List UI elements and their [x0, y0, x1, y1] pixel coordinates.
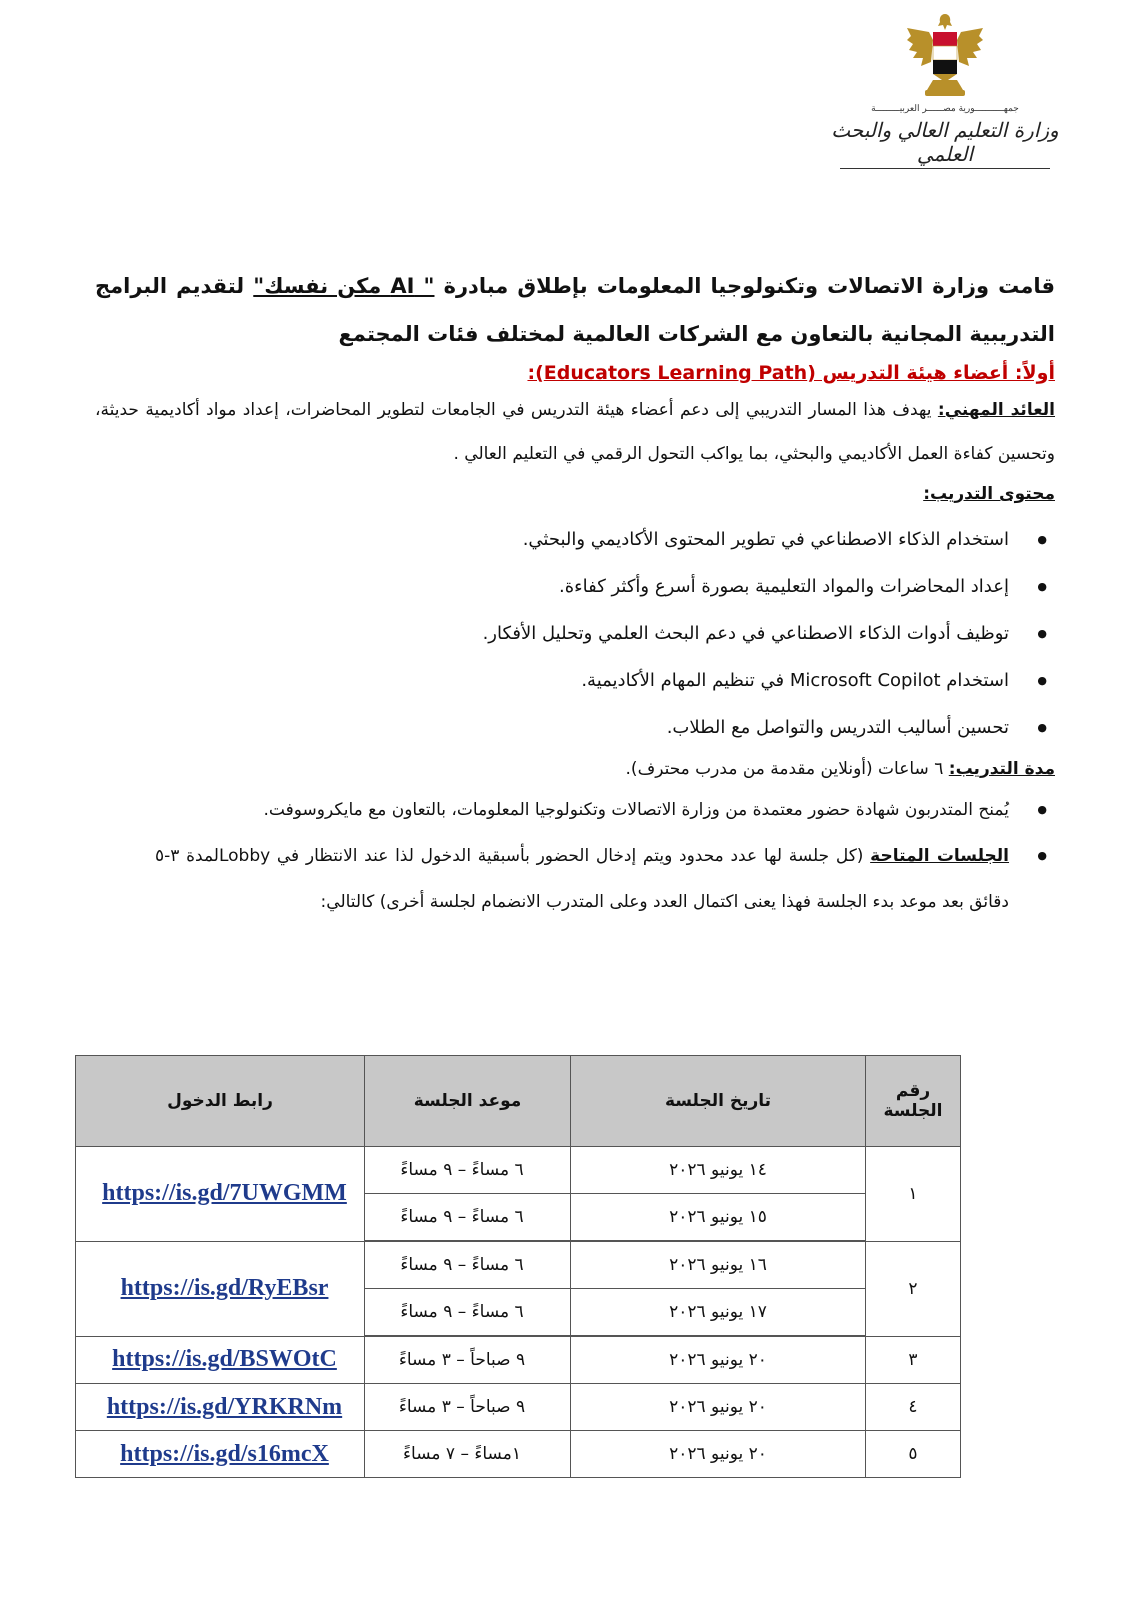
join-link[interactable]: https://is.gd/RyEBsr	[120, 1275, 329, 1301]
benefit-paragraph	[95, 388, 1055, 476]
session-date: ١٤ يونيو ٢٠٢٦	[571, 1147, 866, 1194]
table-row	[76, 1336, 961, 1384]
join-link-cell	[76, 1336, 365, 1384]
session-date: ٢٠ يونيو ٢٠٢٦	[571, 1336, 866, 1384]
session-number: ٤	[866, 1384, 961, 1431]
headline-part2: لتقديم البرامج	[95, 274, 245, 298]
benefit-label: العائد المهني:	[937, 400, 1056, 420]
table-row	[76, 1431, 961, 1478]
list-item: ● إعداد المحاضرات والمواد التعليمية بصورة أسرع وأكثر كفاءة.	[95, 563, 1009, 610]
duration-label: مدة التدريب:	[948, 759, 1055, 779]
session-date: ١٦ يونيو ٢٠٢٦	[571, 1241, 866, 1289]
session-time: ٦ مساءً – ٩ مساءً	[365, 1194, 571, 1242]
certificate-item: ● يُمنح المتدربون شهادة حضور معتمدة من وزارة الاتصالات وتكنولوجيا المعلومات، بالتعاون مع مايكروسوفت.	[155, 787, 1009, 833]
initiative-name: " AI مكن نفسك"	[253, 274, 435, 298]
list-item: ● تحسين أساليب التدريس والتواصل مع الطلاب.	[95, 704, 1009, 751]
join-link[interactable]: https://is.gd/s16mcX	[120, 1440, 329, 1467]
join-link[interactable]: https://is.gd/7UWGMM	[102, 1180, 347, 1207]
benefit-text: يهدف هذا المسار التدريبي إلى دعم أعضاء هيئة التدريس في الجامعات لتطوير المحاضرات، إعداد مواد أكاديمية حديثة، وتحسين كفاءة العمل الأكاديمي والبحثي، بما يواكب التحول الرقمي في التعليم العالي .	[95, 400, 1055, 464]
document-body	[95, 262, 1055, 925]
header-session-date: تاريخ الجلسة	[571, 1056, 866, 1147]
eagle-emblem-icon	[905, 10, 985, 102]
session-time: ٦ مساءً – ٩ مساءً	[365, 1289, 571, 1337]
table-row	[76, 1384, 961, 1431]
session-number: ٢	[866, 1241, 961, 1336]
section-title: أولاً: أعضاء هيئة التدريس (Educators Learning Path):	[527, 362, 1055, 384]
list-item: ● استخدام Microsoft Copilot في تنظيم المهام الأكاديمية.	[95, 657, 1009, 704]
content-list	[95, 516, 1055, 751]
session-date: ١٥ يونيو ٢٠٢٦	[571, 1194, 866, 1242]
duration-text: ٦ ساعات (أونلاين مقدمة من مدرب محترف).	[625, 759, 944, 779]
session-time: ٦ مساءً – ٩ مساءً	[365, 1147, 571, 1194]
session-time: ٩ صباحاً – ٣ مساءً	[365, 1384, 571, 1431]
session-date: ١٧ يونيو ٢٠٢٦	[571, 1289, 866, 1337]
header-session-time: موعد الجلسة	[365, 1056, 571, 1147]
sessions-text: (كل جلسة لها عدد محدود ويتم إدخال الحضور بأسبقية الدخول لذا عند الانتظار في Lobbyلمدة ٣-٥ دقائق بعد موعد بدء الجلسة فهذا يعنى اكتمال العدد وعلى المتدرب الانضمام لجلسة أخرى) كالتالي:	[155, 846, 1009, 912]
content-label: محتوى التدريب:	[923, 484, 1055, 504]
headline	[95, 262, 1055, 358]
table-row	[76, 1241, 961, 1289]
sessions-label: الجلسات المتاحة	[870, 846, 1010, 866]
session-time: ٩ صباحاً – ٣ مساءً	[365, 1336, 571, 1384]
join-link[interactable]: https://is.gd/BSWOtC	[112, 1346, 337, 1373]
join-link-cell	[76, 1241, 365, 1336]
join-link[interactable]: https://is.gd/YRKRNm	[106, 1393, 343, 1420]
session-time: ١مساءً – ٧ مساءً	[365, 1431, 571, 1478]
sessions-item	[155, 833, 1009, 925]
headline-line2: التدريبية المجانية بالتعاون مع الشركات العالمية لمختلف فئات المجتمع	[338, 322, 1055, 346]
join-link-cell	[76, 1147, 365, 1242]
ministry-underline	[840, 168, 1050, 169]
join-link-cell	[76, 1384, 365, 1431]
session-number: ١	[866, 1147, 961, 1242]
content-heading	[95, 476, 1055, 512]
session-time: ٦ مساءً – ٩ مساءً	[365, 1241, 571, 1289]
header-session-number: رقم الجلسة	[866, 1056, 961, 1147]
sessions-table	[75, 1055, 961, 1478]
session-date: ٢٠ يونيو ٢٠٢٦	[571, 1431, 866, 1478]
list-item: ● توظيف أدوات الذكاء الاصطناعي في دعم البحث العلمي وتحليل الأفكار.	[95, 610, 1009, 657]
session-date: ٢٠ يونيو ٢٠٢٦	[571, 1384, 866, 1431]
headline-part1: قامت وزارة الاتصالات وتكنولوجيا المعلومات بإطلاق مبادرة	[443, 274, 1055, 298]
table-row	[76, 1147, 961, 1194]
header-join-link: رابط الدخول	[76, 1056, 365, 1147]
ministry-name: وزارة التعليم العالي والبحث العلمي	[831, 118, 1059, 166]
details-list	[95, 787, 1055, 925]
join-link-cell	[76, 1431, 365, 1478]
session-number: ٣	[866, 1336, 961, 1384]
republic-text: جمهـــــــــــورية مصــــــر العربيـــــــــة	[871, 104, 1019, 114]
list-item: ● استخدام الذكاء الاصطناعي في تطوير المحتوى الأكاديمي والبحثي.	[95, 516, 1009, 563]
session-number: ٥	[866, 1431, 961, 1478]
duration-paragraph	[95, 751, 1055, 787]
ministry-logo	[820, 10, 1070, 180]
